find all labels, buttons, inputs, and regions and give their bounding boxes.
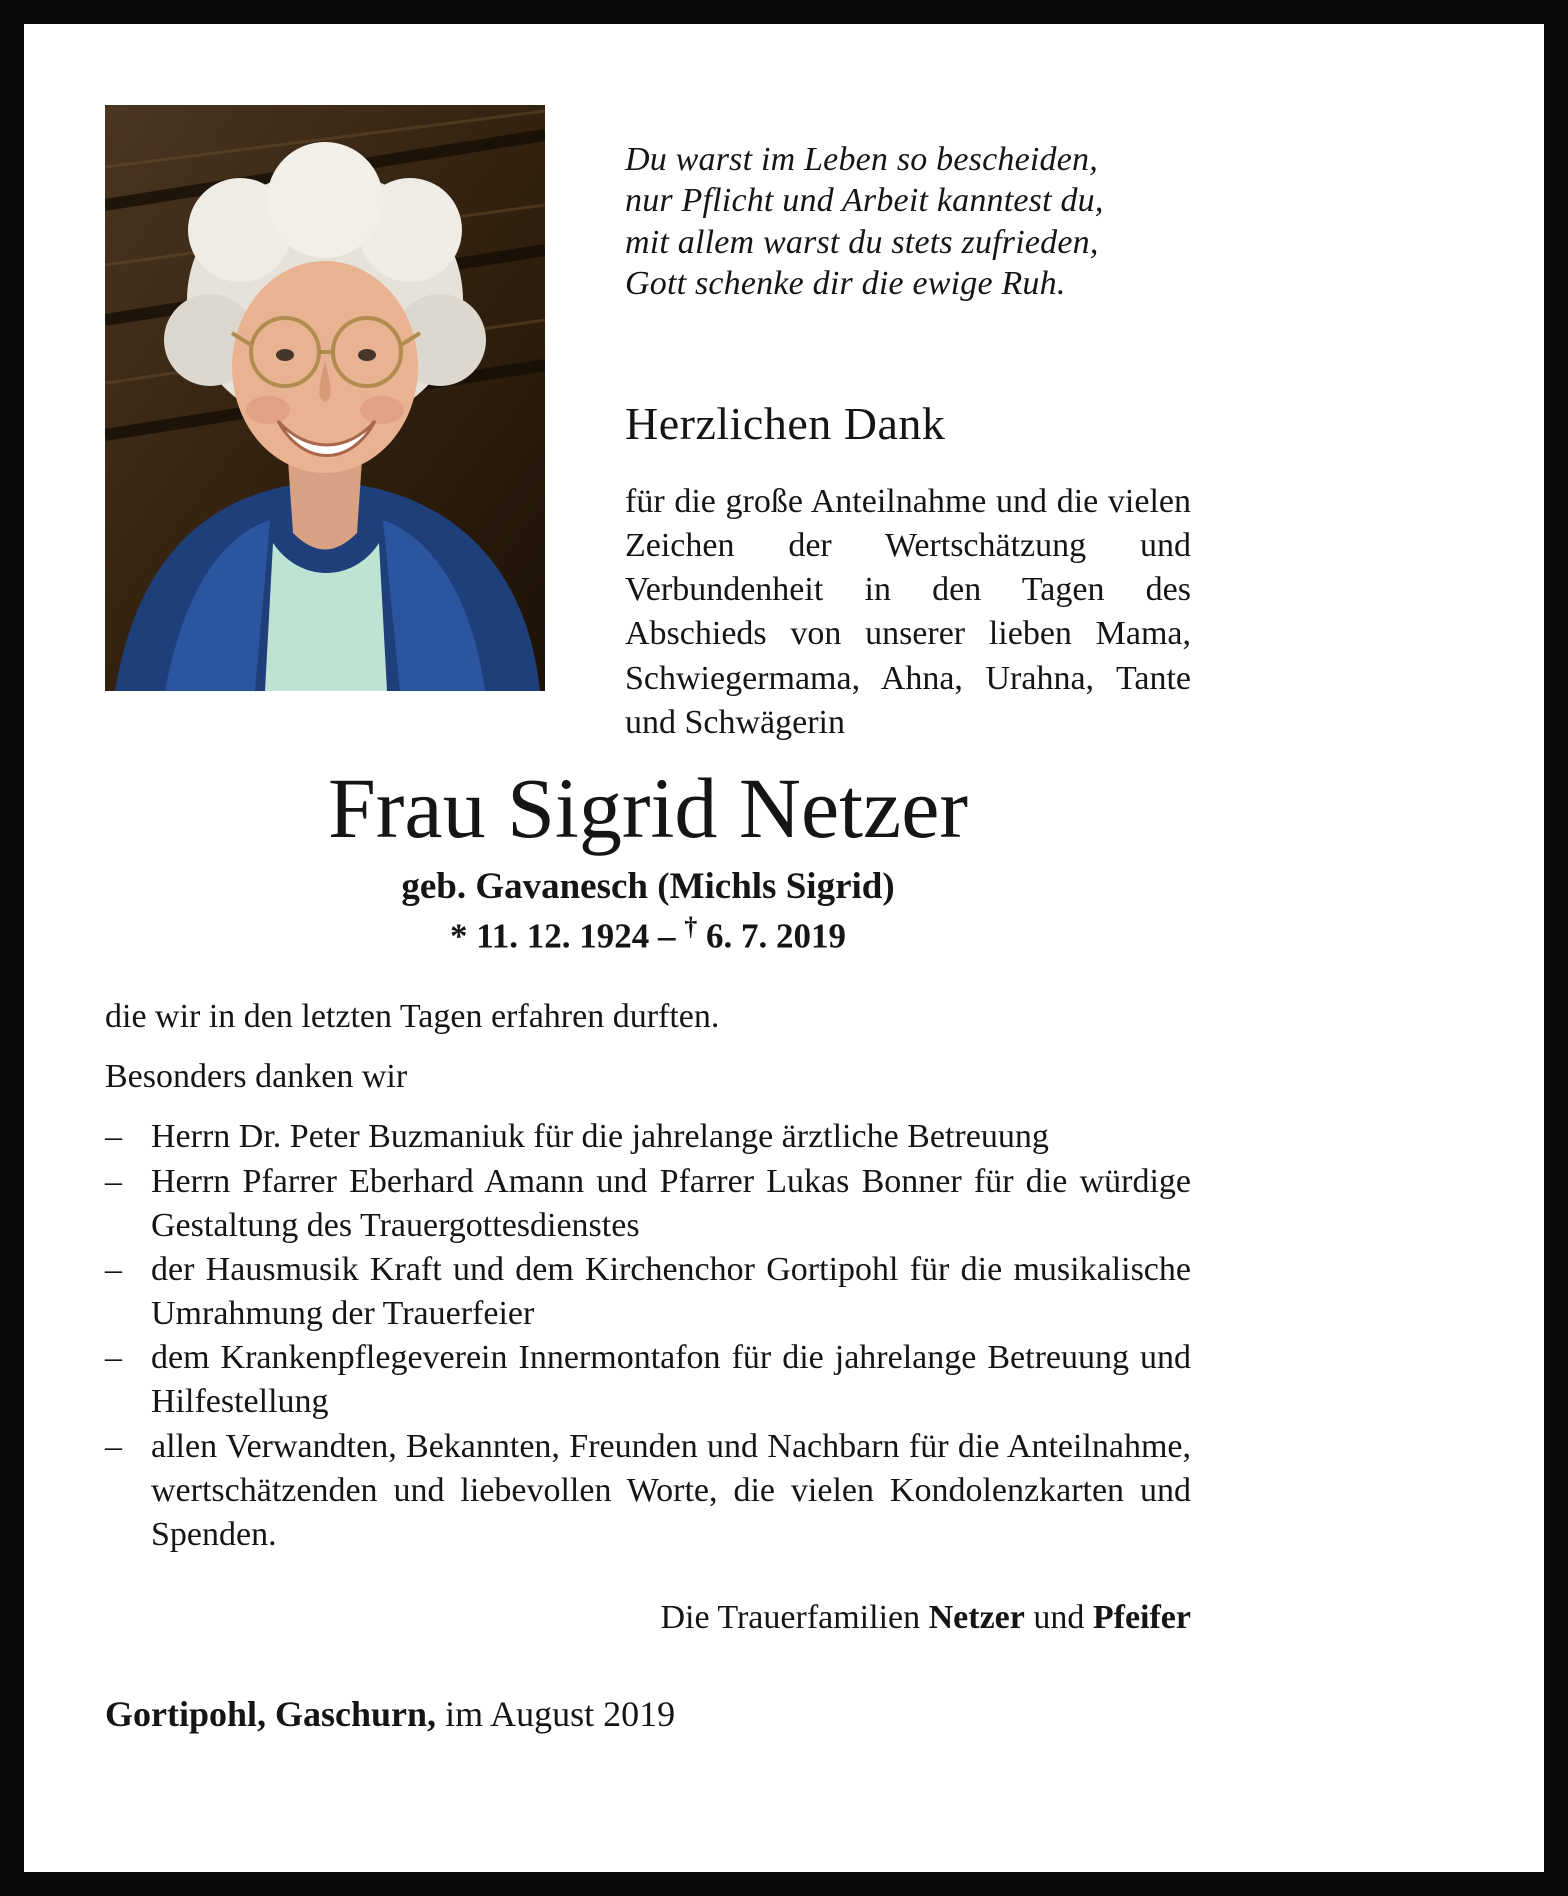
birth-date: 11. 12. 1924	[476, 916, 650, 956]
list-item-text: Herrn Pfarrer Eberhard Amann und Pfarrer Lukas Bonner für die würdige Gestaltung des Trauergottesdienstes	[151, 1162, 1191, 1244]
special-thanks-intro: Besonders danken wir	[105, 1058, 408, 1096]
thanks-heading: Herzlichen Dank	[625, 397, 946, 449]
deceased-name: Frau Sigrid Netzer	[327, 760, 969, 856]
death-date: 6. 7. 2019	[706, 916, 847, 956]
list-dash: –	[105, 1427, 122, 1465]
memorial-poem	[625, 139, 1191, 305]
list-item	[105, 1160, 1191, 1248]
poem-line: Gott schenke dir die ewige Ruh.	[625, 265, 1066, 303]
birth-name: geb. Gavanesch (Michls Sigrid)	[401, 866, 895, 908]
death-cross-icon: †	[684, 912, 698, 942]
list-item-text: der Hausmusik Kraft und dem Kirchenchor Gortipohl für die musikalische Umrahmung der Trauerfeier	[151, 1250, 1191, 1333]
eye-left	[276, 349, 294, 361]
list-item	[105, 1336, 1191, 1424]
closing-and: und	[1033, 1599, 1085, 1637]
cheek-left	[246, 396, 290, 424]
cheek-right	[360, 396, 404, 424]
list-dash: –	[105, 1118, 122, 1156]
list-item	[105, 1425, 1191, 1558]
list-item-text: Herrn Dr. Peter Buzmaniuk für die jahrelange ärztliche Betreuung	[151, 1118, 1049, 1156]
family-name: Pfeifer	[1092, 1599, 1191, 1637]
footer-date: im August 2019	[445, 1694, 676, 1735]
neck	[288, 460, 362, 550]
continuation-line: die wir in den letzten Tagen erfahren durften.	[105, 997, 720, 1035]
list-item	[105, 1248, 1191, 1336]
list-dash: –	[105, 1162, 122, 1200]
right-column	[625, 105, 1191, 745]
portrait-illustration	[105, 105, 545, 691]
thanks-paragraph: für die große Anteilnahme und die vielen Zeichen der Wertschätzung und Verbundenheit in den Tagen des Abschieds von unserer lieben Mama, Schwiegermama, Ahna, Urahna, Tante und Schwägerin	[625, 482, 1191, 741]
mourning-families-line	[105, 1599, 1191, 1637]
birth-star-icon: *	[449, 916, 468, 956]
eye-right	[358, 349, 376, 361]
place-date-line	[105, 1693, 1191, 1735]
list-item-text: allen Verwandten, Bekannten, Freunden und Nachbarn für die Anteilnahme, wertschätzenden und liebevollen Worte, die vielen Kondolenzkarten und Spenden.	[151, 1427, 1191, 1554]
list-dash: –	[105, 1250, 122, 1288]
list-item-text: dem Krankenpflegeverein Innermontafon für die jahrelange Betreuung und Hilfestellung	[151, 1339, 1191, 1421]
poem-line: mit allem warst du stets zufrieden,	[625, 223, 1099, 261]
life-dates	[105, 912, 1191, 957]
list-dash: –	[105, 1339, 122, 1377]
list-item	[105, 1115, 1191, 1159]
date-separator: –	[658, 916, 676, 956]
card-content	[105, 105, 1191, 1735]
poem-line: Du warst im Leben so bescheiden,	[625, 141, 1098, 178]
place-name: Gortipohl, Gaschurn,	[105, 1694, 437, 1735]
portrait-photo	[105, 105, 545, 691]
thanks-list	[105, 1115, 1191, 1557]
deceased-name-block	[105, 760, 1191, 957]
family-name: Netzer	[928, 1599, 1025, 1637]
top-section	[105, 105, 1191, 745]
closing-prefix: Die Trauerfamilien	[660, 1599, 921, 1637]
poem-line: nur Pflicht und Arbeit kanntest du,	[625, 182, 1104, 220]
